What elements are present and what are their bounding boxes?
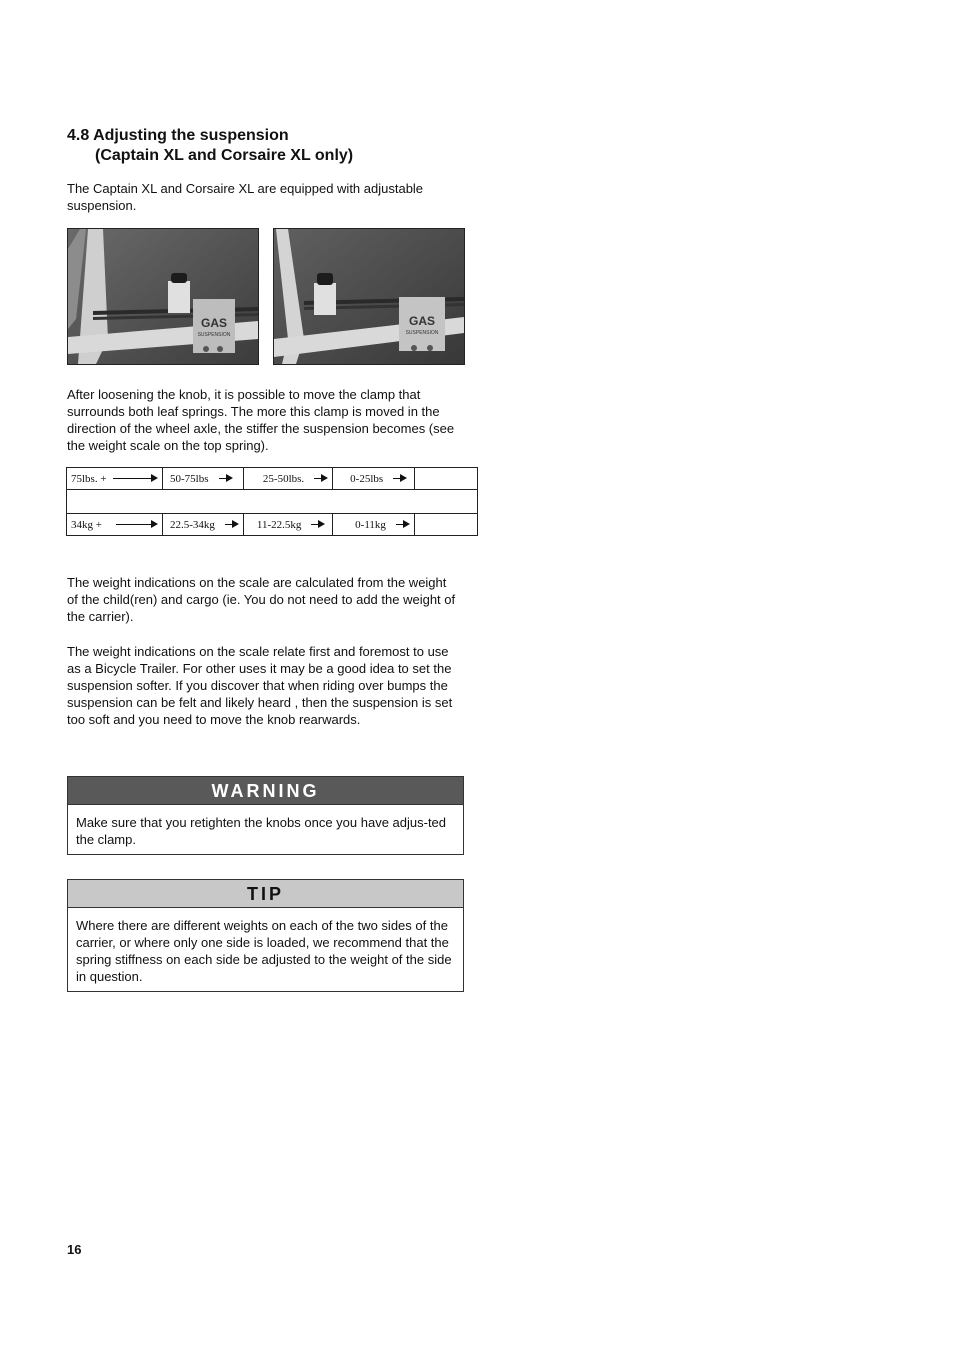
scale-cell: 0-25lbs bbox=[333, 468, 415, 490]
arrow-right-icon bbox=[116, 520, 158, 529]
arrow-right-icon bbox=[393, 474, 407, 483]
scale-cell: 34kg + bbox=[67, 514, 163, 536]
scale-cell bbox=[414, 468, 477, 490]
scale-cell: 25-50lbs. bbox=[243, 468, 332, 490]
weight-scale-table bbox=[66, 467, 478, 536]
gas-logo-2: GAS bbox=[408, 314, 436, 328]
gas-logo-sub-1: SUSPENSION bbox=[197, 332, 231, 338]
warning-text: Make sure that you retighten the knobs once you have adjus-ted the clamp. bbox=[76, 815, 447, 847]
scale-cell: 22.5-34kg bbox=[163, 514, 244, 536]
arrow-right-icon bbox=[314, 474, 328, 483]
bicycle-trailer-paragraph: The weight indications on the scale relate first and foremost to use as a Bicycle Trailer. For other uses it may be a good idea to set the suspension softer. If you discover that when riding over bumps the suspension can be felt and likely heard , then the suspension is set too soft and you need to move the knob rearwards. bbox=[67, 644, 453, 727]
clamp-paragraph: After loosening the knob, it is possible to move the clamp that surrounds both leaf springs. The more this clamp is moved in the direction of the wheel axle, the stiffer the suspension becomes (see the weight scale on the top spring). bbox=[67, 387, 455, 453]
arrow-right-icon bbox=[225, 520, 239, 529]
scale-row-lbs bbox=[67, 468, 478, 490]
section-heading bbox=[67, 126, 353, 166]
suspension-photo-2 bbox=[273, 228, 465, 365]
warning-title: WARNING bbox=[68, 777, 463, 805]
scale-cell: 50-75lbs bbox=[163, 468, 244, 490]
arrow-right-icon bbox=[219, 474, 233, 483]
arrow-right-icon bbox=[311, 520, 325, 529]
intro-paragraph: The Captain XL and Corsaire XL are equipped with adjustable suspension. bbox=[67, 181, 424, 213]
gas-logo-sub-2: SUSPENSION bbox=[405, 330, 439, 336]
heading-line-2: (Captain XL and Corsaire XL only) bbox=[95, 147, 354, 164]
arrow-right-icon bbox=[113, 474, 158, 483]
scale-cell: 11-22.5kg bbox=[243, 514, 332, 536]
tip-title: TIP bbox=[68, 880, 463, 908]
tip-box bbox=[67, 879, 464, 992]
gas-logo-1: GAS bbox=[200, 316, 228, 330]
scale-row-spacer bbox=[67, 490, 478, 514]
page-number: 16 bbox=[67, 1242, 82, 1257]
scale-row-kg bbox=[67, 514, 478, 536]
weight-indication-paragraph: The weight indications on the scale are calculated from the weight of the child(ren) and cargo (ie. You do not need to add the weight of the carrier). bbox=[67, 575, 456, 624]
tip-text: Where there are different weights on each of the two sides of the carrier, or where only one side is loaded, we recommend that the spring stiffness on each side be adjusted to the weight of the side in question. bbox=[76, 918, 452, 984]
scale-cell: 75lbs. + bbox=[67, 468, 163, 490]
scale-cell: 0-11kg bbox=[333, 514, 415, 536]
warning-box bbox=[67, 776, 464, 855]
suspension-photo-1 bbox=[67, 228, 259, 365]
heading-line-1: 4.8 Adjusting the suspension bbox=[67, 127, 289, 144]
arrow-right-icon bbox=[396, 520, 410, 529]
scale-cell bbox=[414, 514, 477, 536]
